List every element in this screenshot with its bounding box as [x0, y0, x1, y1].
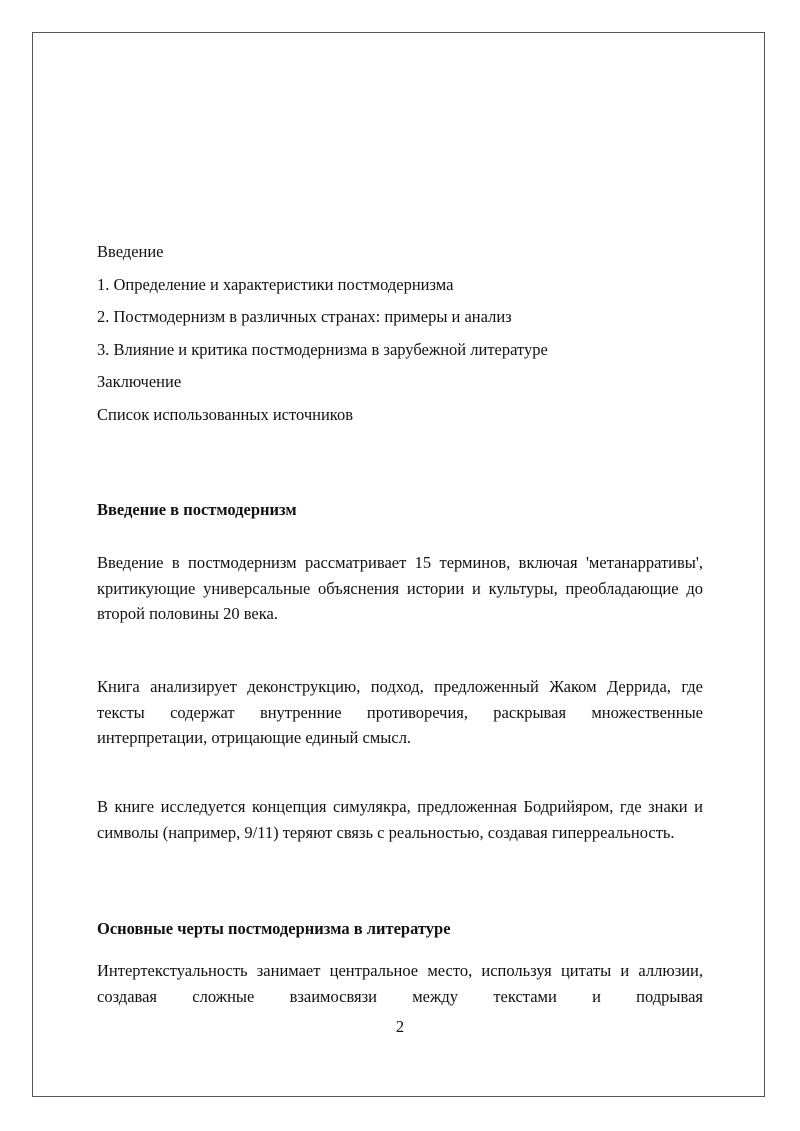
section-heading: Введение в постмодернизм [97, 500, 297, 519]
section-heading-intro-wrapper [97, 499, 703, 521]
toc-item-chapter-1: 1. Определение и характеристики постмодернизма [97, 274, 454, 294]
toc-item-chapter-3: 3. Влияние и критика постмодернизма в зарубежной литературе [97, 339, 548, 359]
toc-item-conclusion: Заключение [97, 372, 182, 392]
table-of-contents [97, 241, 707, 437]
paragraph-wrapper [97, 550, 703, 627]
paragraph: Введение в постмодернизм рассматривает 15 терминов, включая 'метанарративы', критикующие универсальные объяснения истории и культуры, преобладающие до второй половины 20 века. [97, 553, 703, 623]
paragraph: Книга анализирует деконструкцию, подход, предложенный Жаком Деррида, где тексты содержат внутренние противоречия, раскрывая множественные интерпретации, отрицающие единый смысл. [97, 677, 703, 747]
paragraph: Интертекстуальность занимает центральное место, используя цитаты и аллюзии, создавая сложные взаимосвязи между текстами и подрывая [97, 961, 703, 1006]
section-heading-features-wrapper [97, 918, 703, 940]
paragraph: В книге исследуется концепция симулякра, предложенная Бодрийяром, где знаки и символы (например, 9/11) теряют связь с реальностью, создавая гиперреальность. [97, 797, 703, 842]
section-heading: Основные черты постмодернизма в литературе [97, 919, 451, 938]
toc-item-introduction: Введение [97, 242, 164, 261]
paragraph-wrapper [97, 794, 703, 845]
toc-item-chapter-2: 2. Постмодернизм в различных странах: примеры и анализ [97, 307, 512, 327]
paragraph-wrapper [97, 958, 703, 1009]
paragraph-wrapper [97, 674, 703, 751]
toc-item-references: Список использованных источников [97, 404, 353, 424]
page-number: 2 [395, 1017, 405, 1036]
